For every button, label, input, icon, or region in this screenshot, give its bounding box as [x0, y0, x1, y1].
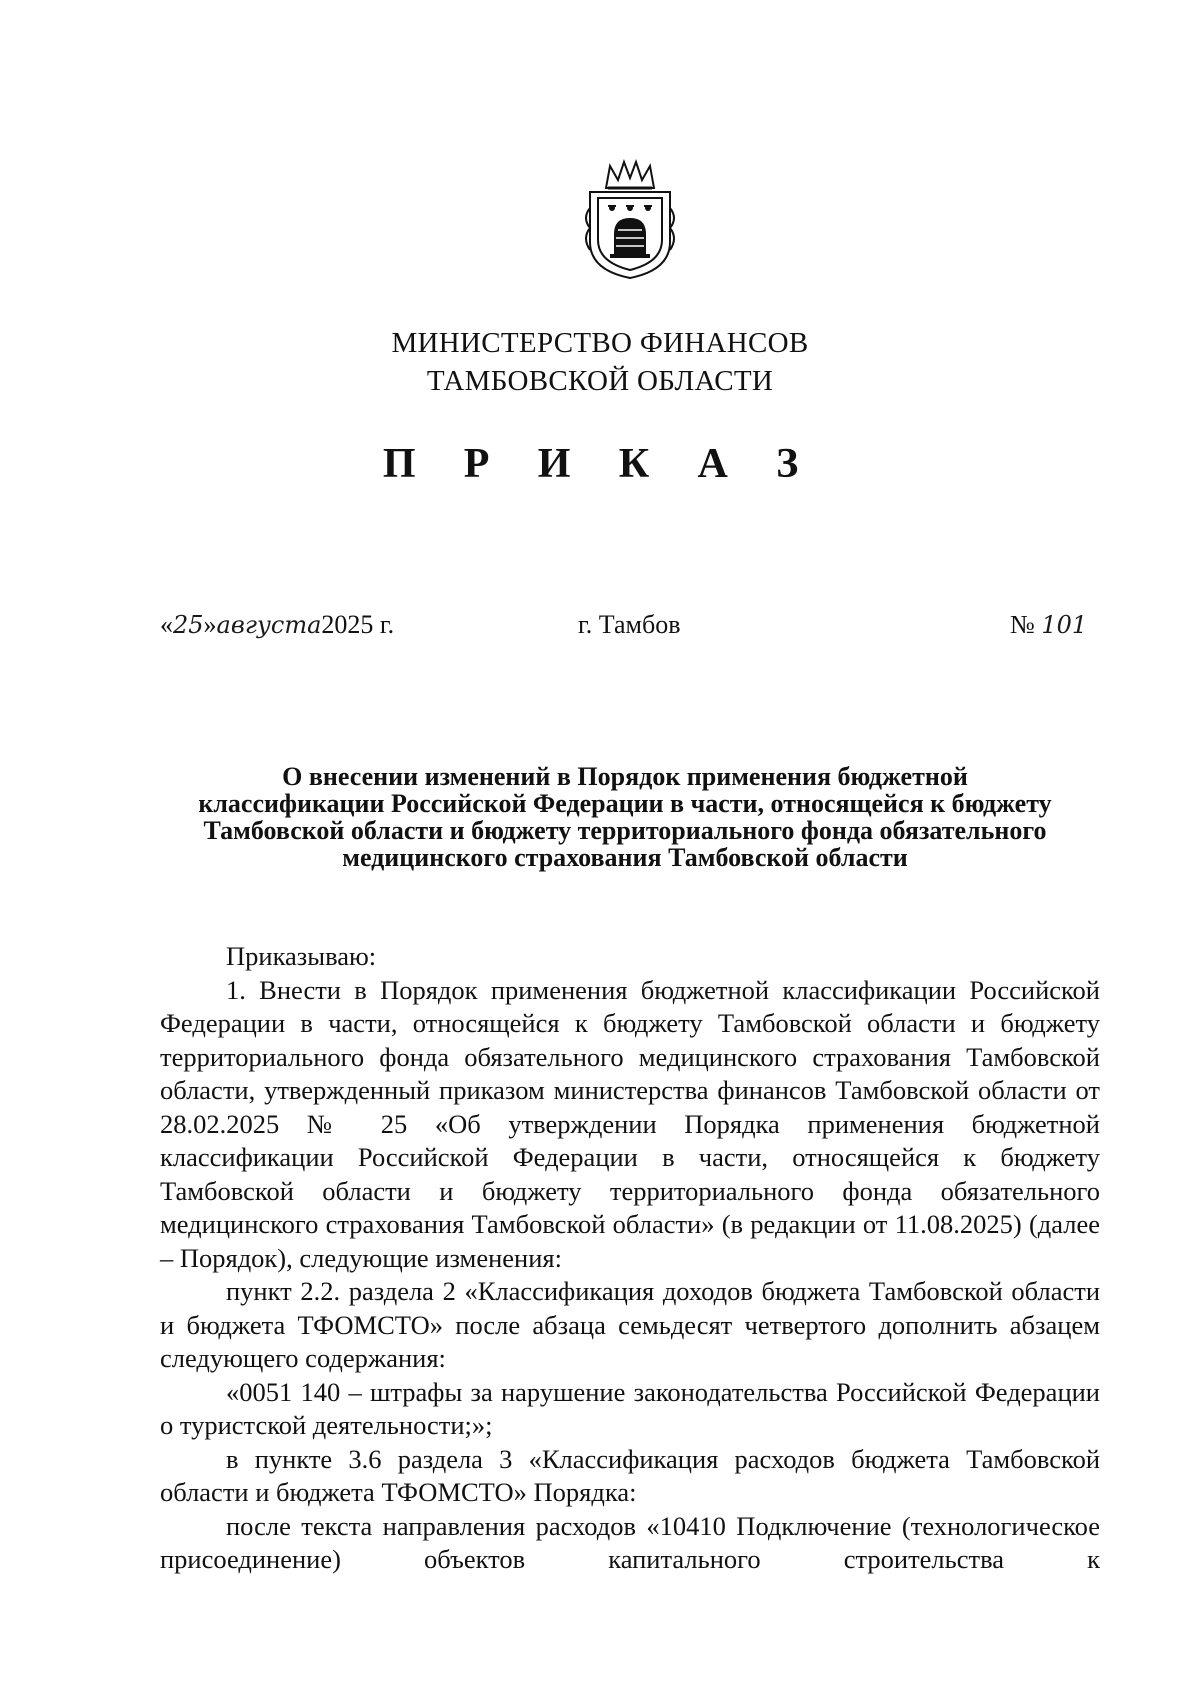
number-handwritten: 101 — [1041, 611, 1088, 639]
document-city: г. Тамбов — [578, 610, 681, 639]
number-label: № — [1010, 610, 1035, 639]
date-close-quote: » — [203, 610, 217, 639]
document-title — [150, 763, 1100, 871]
document-date — [160, 608, 394, 642]
date-day-handwritten: 25 — [173, 611, 204, 639]
date-year: 2025 г. — [321, 610, 395, 639]
document-type-heading: П Р И К А З — [382, 441, 818, 487]
date-month-handwritten: августа — [216, 611, 322, 639]
document-number — [1010, 608, 1087, 642]
ministry-name-line1: МИНИСТЕРСТВО ФИНАНСОВ — [391, 327, 809, 359]
document-body — [160, 940, 1100, 1577]
body-paragraph-5: после текста направления расходов «10410 Подключение (технологическое присоединение) объектов капитального строительства к — [160, 1510, 1100, 1574]
body-paragraph-1: 1. Внести в Порядок применения бюджетной классификации Российской Федерации в части, относящейся к бюджету Тамбовской области и бюджету территориального фонда обязательного медицинского страхования Тамбовской области, утвержденный приказом министерства финансов Тамбовской области от 28.02.2025 № 25 «Об утверждении Порядка применения бюджетной классификации Российской Федерации в части, относящейся к бюджету Тамбовской области и бюджету территориального фонда обязательного медицинского страхования Тамбовской области» (в редакции от 11.08.2025) (далее – Порядок), следующие изменения: — [160, 974, 1100, 1273]
body-paragraph-2: пункт 2.2. раздела 2 «Классификация доходов бюджета Тамбовской области и бюджета ТФОМСТО» после абзаца семьдесят четвертого дополнить абзацем следующего содержания: — [160, 1276, 1100, 1373]
ministry-name-line2: ТАМБОВСКОЙ ОБЛАСТИ — [426, 365, 774, 397]
title-line-4: медицинского страхования Тамбовской области — [342, 843, 908, 872]
title-line-1: О внесении изменений в Порядок применения бюджетной — [282, 762, 968, 791]
title-line-2: классификации Российской Федерации в части, относящейся к бюджету — [198, 789, 1052, 818]
body-paragraph-4: в пункте 3.6 раздела 3 «Классификация расходов бюджета Тамбовской области и бюджета ТФОМСТО» Порядка: — [160, 1443, 1100, 1507]
body-paragraph-3: «0051 140 – штрафы за нарушение законодательства Российской Федерации о туристской деятельности;»; — [160, 1376, 1100, 1440]
date-open-quote: « — [160, 610, 173, 639]
body-intro: Приказываю: — [226, 941, 377, 971]
title-line-3: Тамбовской области и бюджету территориального фонда обязательного — [203, 816, 1047, 845]
coat-of-arms-icon — [572, 158, 688, 282]
